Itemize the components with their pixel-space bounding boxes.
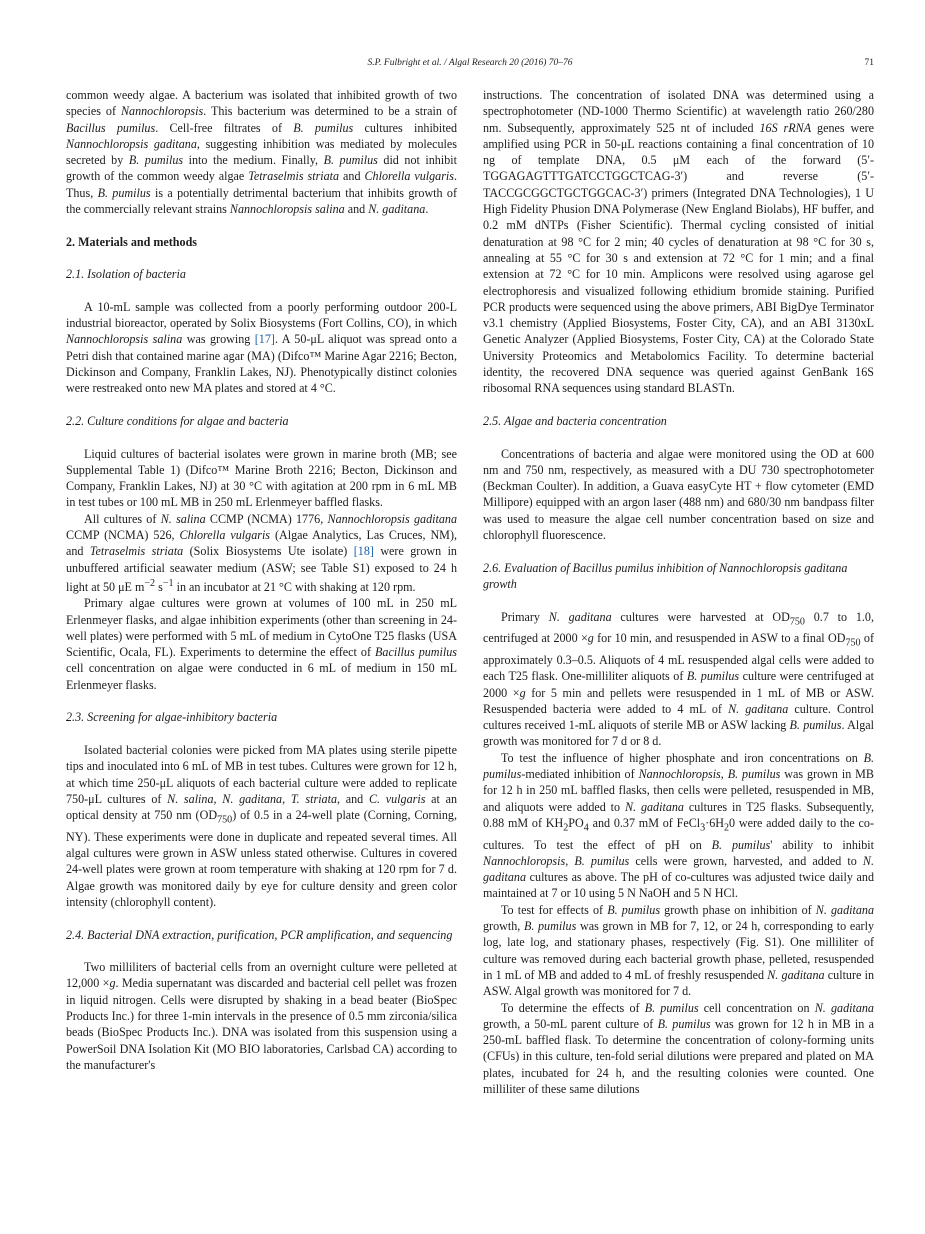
section-2-1-heading: 2.1. Isolation of bacteria: [66, 267, 186, 282]
section-2-2-paragraph-1: Liquid cultures of bacterial isolates were grown in marine broth (MB; see Supplemental Table 1) (Difco™ Marine Broth 2216; Becton, Dickinson and Company, Franklin Lakes, NJ) at 30 °C with agitation at 200 rpm in 6 mL MB in test tubes or 100 mL MB in 250 mL Erlenmeyer baffled flasks.: [66, 446, 457, 510]
journal-citation: S.P. Fulbright et al. / Algal Research 20 (2016) 70–76: [367, 58, 573, 68]
section-2-2-heading: 2.2. Culture conditions for algae and bacteria: [66, 413, 289, 428]
section-2-2-paragraph-3: Primary algae cultures were grown at volumes of 100 mL in 250 mL Erlenmeyer flasks, and algae inhibition experiments (other than screening in 24-well plates) were performed with 5 mL of medium in CytoOne T25 flasks (USA Scientific, Ocala, FL). Experiments to determine the effect of Bacillus pumilus cell concentration on algae were conducted in 6 mL of medium in 150 mL Erlenmeyer flasks.: [66, 596, 457, 692]
section-2-6-heading: 2.6. Evaluation of Bacillus pumilus inhibition of Nannochloropsis gaditana growth: [483, 560, 848, 591]
section-2-6-paragraph-3: To test for effects of B. pumilus growth phase on inhibition of N. gaditana growth, B. pumilus was grown in MB for 7, 12, or 24 h, corresponding to early log, late log, and stationary phases, respectively (Fig. S1). One milliliter of culture was removed during each bacterial growth phase, pelleted, resuspended in 1 mL of MB and added to 4 mL of freshly resuspended N. gaditana culture in ASW. Algal growth was monitored for 7 d.: [483, 902, 875, 999]
section-2-3-heading: 2.3. Screening for algae-inhibitory bacteria: [66, 710, 278, 725]
running-header: [66, 58, 874, 72]
section-2-5-paragraph: Concentrations of bacteria and algae were monitored using the OD at 600 nm and 750 nm, respectively, as measured with a DU 730 spectrophotometer (Beckman Coulter). In addition, a Guava easyCyte HT + flow cytometer (EMD Millipore) equipped with an argon laser (488 nm) and 680/30 nm bandpass filter was used to measure the algae cell number concentration based on size and chlorophyll fluorescence.: [483, 446, 874, 543]
left-column: [66, 87, 457, 1073]
section-2-4-heading: 2.4. Bacterial DNA extraction, purification, PCR amplification, and sequencing: [66, 927, 453, 942]
section-2-4-paragraph: Two milliliters of bacterial cells from an overnight culture were pelleted at 12,000 ×g. Media supernatant was discarded and bacterial cell pellet was frozen in liquid nitrogen. Cells were disrupted by shaking in a bead beater (BioSpec Products Inc.) for three 1-min intervals in the presence of 0.5 mm zirconia/silica beads (BioSpec Products Inc.). DNA was isolated from this suspension using a PowerSoil DNA Isolation Kit (MO BIO laboratories, Carlsbad CA) according to the manufacturer's: [66, 960, 457, 1072]
page-number: 71: [864, 58, 874, 68]
section-2-2-paragraph-2: All cultures of N. salina CCMP (NCMA) 1776, Nannochloropsis gaditana CCMP (NCMA) 526, Chlorella vulgaris (Algae Analytics, Las Cruces, NM), and Tetraselmis striata (Solix Biosystems Ute isolate) [18] were grown in unbuffered artificial seawater medium (ASW; see Table S1) exposed to 24 h light at 50 μE $m^{-2}$ $s^{-1}$ in an incubator at 21 °C with shaking at 120 rpm.: [66, 511, 458, 594]
section-2-6-paragraph-4: To determine the effects of B. pumilus cell concentration on N. gaditana growth, a 50-mL parent culture of B. pumilus was grown for 12 h in MB in a 250-mL baffled flask. To determine the concentration of colony-forming units (CFUs) in this culture, ten-fold serial dilutions were prepared and plated on MA plates, incubated for 24 h, and the resulting colonies were counted. One milliliter of these same dilutions: [483, 1000, 874, 1097]
right-column: [483, 87, 874, 1097]
section-2-3-paragraph: Isolated bacterial colonies were picked from MA plates using sterile pipette tips and inoculated into 6 mL of MB in test tubes. Cultures were grown for 12 h, at which time 250-μL aliquots of each bacterial culture were added to replicate 750-μL cultures of N. salina, N. gaditana, T. striata, and C. vulgaris at an optical density at 750 nm $(OD_{750})$ of 0.5 in a 24-well plate (Corning, Corning, NY). These experiments were done in duplicate and repeated several times. All algal cultures were grown in ASW unless stated otherwise. Cultures in covered 24-well plates were grown at room temperature with shaking at 120 rpm for 7 d. Algae growth was monitored daily by eye for culture density and green color intensity (chlorophyll content).: [66, 742, 458, 909]
citation-link-17[interactable]: [17]: [254, 332, 275, 347]
section-2-1-paragraph: A 10-mL sample was collected from a poorly performing outdoor 200-L industrial bioreactor, operated by Solix Biosystems (Fort Collins, CO), in which Nannochloropsis salina was growing [17]. A 50-μL aliquot was spread onto a Petri dish that contained marine agar (MA) (Difco™ Marine Agar 2216; Becton, Dickinson and Company, Franklin Lakes, NJ). Phenotypically distinct colonies were restreaked onto new MA plates and stored at 4 °C.: [66, 299, 458, 396]
section-2-5-heading: 2.5. Algae and bacteria concentration: [483, 413, 667, 428]
section-2-6-paragraph-1: Primary N. gaditana cultures were harvested at $OD_{750}$ 0.7 to 1.0, centrifuged at 2000 ×g for 10 min, and resuspended in ASW to a final $OD_{750}$ of approximately 0.3–0.5. Aliquots of 4 mL resuspended algal cells were added to each T25 flask. One-milliliter aliquots of B. pumilus culture were centrifuged at 2000 ×g for 5 min and pellets were resuspended in 1 mL of MB or ASW. Resuspended bacteria were added to 4 mL of N. gaditana culture. Control cultures received 1-mL aliquots of sterile MB or ASW lacking B. pumilus. Algal growth was monitored for 7 d or 8 d.: [483, 609, 874, 749]
intro-paragraph-end: common weedy algae. A bacterium was isolated that inhibited growth of two species of Nannochloropsis. This bacterium was determined to be a strain of Bacillus pumilus. Cell-free filtrates of B. pumilus cultures inhibited Nannochloropsis gaditana, suggesting inhibition was mediated by molecules secreted by B. pumilus into the medium. Finally, B. pumilus did not inhibit growth of the common weedy algae Tetraselmis striata and Chlorella vulgaris. Thus, B. pumilus is a potentially detrimental bacterium that inhibits growth of the commercially relevant strains Nannochloropsis salina and N. gaditana.: [66, 88, 458, 217]
section-2-heading: 2. Materials and methods: [66, 234, 198, 249]
section-2-6-paragraph-2: To test the influence of higher phosphate and iron concentrations on B. pumilus-mediated inhibition of Nannochloropsis, B. pumilus was grown in MB for 12 h in 250 mL baffled flasks, then cells were pelleted, resuspended in MB, and aliquots were added to N. gaditana cultures in T25 flasks. Subsequently, 0.88 mM of $KH_2PO_4$ and 0.37 mM of $FeCl_3\cdot 6H_20$ were added daily to the co-cultures. To test the effect of pH on B. pumilus' ability to inhibit Nannochloropsis, B. pumilus cells were grown, harvested, and added to N. gaditana cultures as above. The pH of co-cultures was adjusted twice daily and maintained at 7 or 10 using 5 N NaOH and 5 N HCl.: [483, 750, 875, 901]
section-2-4-paragraph-continued: instructions. The concentration of isolated DNA was determined using a spectrophotometer (ND-1000 Thermo Scientific) at wavelength ratio 260/280 nm. Subsequently, approximately 525 nt of included 16S rRNA genes were amplified using PCR in 50-μL reactions containing a final concentration of 10 ng of template DNA, 0.5 μM each of the forward (5′-TGGAGAGTTTGATCCTGGCTCAG-3′) and reverse (5′-TACCGCGGCTGCTGGCAC-3′) primers (Integrated DNA Technologies), 1 U High Fidelity Phusion DNA Polymerase (New England Biolabs), HF buffer, and 0.2 mM dNTPs (Fisher Scientific). Thermal cycling consisted of initial denaturation at 98 °C for 2 min; 40 cycles of denaturation at 98 °C for 30 s, annealing at 55 °C for 30 s and extension at 72 °C for 1 min; and a final extension at 72 °C for 10 min. Amplicons were resolved using agarose gel electrophoresis and visualized following ethidium bromide staining. Purified PCR products were sequenced using the above primers, ABI BigDye Terminator v3.1 chemistry (Applied Biosystems, Foster City, CA), and an ABI 3130xL Genetic Analyzer (Applied Biosystems, Foster City, CA) at the Colorado State University Proteomics and Metabolomics Facility. To determine bacterial identity, the recovered DNA sequence was queried against GenBank 16S ribosomal RNA sequences using standard BLASTn.: [483, 88, 874, 396]
citation-link-18[interactable]: [18]: [353, 544, 374, 559]
